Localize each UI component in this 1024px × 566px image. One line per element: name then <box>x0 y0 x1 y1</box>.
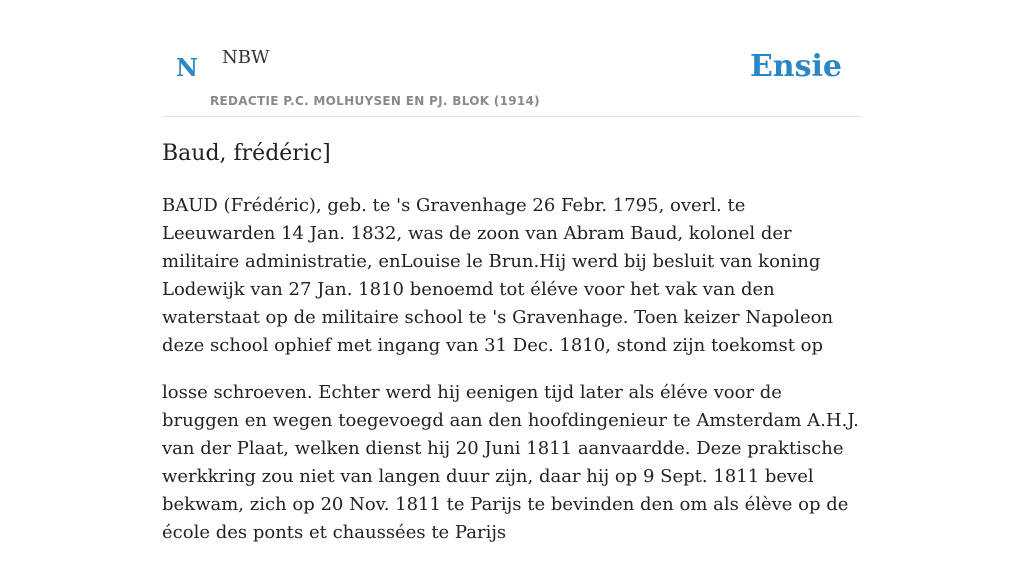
article-body <box>162 192 862 566</box>
article-title: Baud, frédéric] <box>162 141 331 166</box>
source-name: NBW <box>222 47 270 68</box>
source-logo[interactable]: N <box>176 53 198 82</box>
article-paragraph: losse schroeven. Echter werd hij eenigen tijd later als éléve voor de bruggen en wegen toegevoegd aan den hoofdingenieur te Amsterdam A.H.J. van der Plaat, welken dienst hij 20 Juni 1811 aanvaardde. Deze praktische werkkring zou niet van langen duur zijn, daar hij op 9 Sept. 1811 bevel bekwam, zich op 20 Nov. 1811 te Parijs te bevinden den om als élève op de école des ponts et chaussées te Parijs <box>162 382 859 543</box>
article-paragraph: BAUD (Frédéric), geb. te 's Gravenhage 26 Febr. 1795, overl. te Leeuwarden 14 Jan. 1832, was de zoon van Abram Baud, kolonel der militaire administratie, enLouise le Brun.Hij werd bij besluit van koning Lodewijk van 27 Jan. 1810 benoemd tot éléve voor het vak van den waterstaat op de militaire school te 's Gravenhage. Toen keizer Napoleon deze school ophief met ingang van 31 Dec. 1810, stond zijn toekomst op <box>162 195 834 356</box>
source-subtitle: REDACTIE P.C. MOLHUYSEN EN PJ. BLOK (1914) <box>210 94 540 108</box>
brand-logo[interactable]: Ensie <box>749 49 842 84</box>
site-header <box>162 0 862 117</box>
